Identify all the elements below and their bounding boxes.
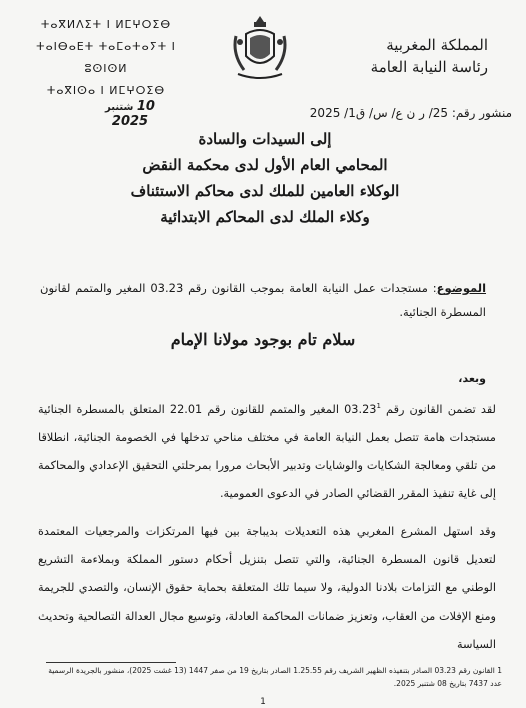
addressees-block [10,126,520,230]
footnote-marker: 1 [376,402,381,410]
tifinagh-line-1: ⵜⴰⴳⵍⴷⵉⵜ ⵏ ⵍⵎⵖⵔⵉⴱ [40,18,172,31]
paragraph-1 [38,392,496,509]
footnote: 1 القانون رقم 03.23 الصادر بتنفيذه الظهير الشريف رقم 1.25.55 الصادر بتاريخ 19 من صفر 1447 (13 غشت 2025)، منشور بالجريدة الرسمية عدد 7437 بتاريخ 08 شتنبر 2025. [48,666,502,688]
subject-text: : مستجدات عمل النيابة العامة بموجب القانون رقم 03.23 المغير والمتمم لقانون المسطرة الجنائية. [40,281,486,319]
tifinagh-header [36,14,176,102]
paragraph-1-rest: المغير والمتمم للقانون رقم 22.01 المتعلق بالمسطرة الجنائية مستجدات هامة تتصل بعمل النيابة العامة في مختلف مناحي تدخلها في الخصومة الجنائية، انطلاقا من تلقي ومعالجة الشكايات والوشايات وتدبير الأبحاث مرورا بمرحلتي التحقيق الإعدادي والمحاكمة إلى غاية تنفيذ المقرر القضائي الصادر في الدعوى العمومية. [38,402,496,501]
date-month: شتنبر [105,102,134,113]
addressee-line: وكلاء الملك لدى المحاكم الابتدائية [160,208,370,226]
subject-line [40,276,486,324]
circular-reference: منشور رقم: 25/ ر ن ع/ س/ ق1/ 2025 [309,106,512,120]
addressee-line: الوكلاء العامين للملك لدى محاكم الاستئناف [130,182,400,200]
footnote-divider [46,662,176,663]
page-number: 1 [260,697,266,707]
paragraph-2: وقد استهل المشرع المغربي هذه التعديلات بديباجة بين فيها المرتكزات والمرجعيات المعتمدة لتعديل قانون المسطرة الجنائية، والتي تتصل بتنزيل أحكام دستور المملكة وبملاءمة التشريع الوطني مع التزامات بلادنا الدولية، ولا سيما تلك المتعلقة بحماية حقوق الإنسان، والتصدي للجريمة ومنع الإفلات من العقاب، وتعزيز ضمانات المحاكمة العادلة، وتوسيع مجال العدالة التصالحية وتحديث السياسة [38,525,496,651]
presidency-name: رئاسة النيابة العامة [370,58,488,76]
opening-word: وبعد، [458,372,486,385]
addressee-line: إلى السيدات والسادة [198,130,332,148]
tifinagh-line-2: ⵜⴰⵏⴱⴰⴹⵜ ⵜⴰⵎⴰⵜⴰⵢⵜ ⵏ ⵓⵙⵏⵙⵍ [36,40,176,75]
addressee-line: المحامي العام الأول لدى محكمة النقض [142,156,388,174]
date-day: 10 [136,99,155,114]
coat-of-arms-emblem [228,12,292,84]
issue-date [90,99,170,129]
kingdom-name: المملكة المغربية [386,36,488,54]
paragraph-1-start: لقد تضمن القانون رقم 03.23 [344,402,496,416]
date-year: 2025 [111,114,149,129]
greeting: سلام تام بوجود مولانا الإمام [170,330,356,349]
subject-label: الموضوع [436,281,487,295]
tifinagh-line-3: ⵜⴰⴳⵏⵙⴰ ⵏ ⵍⵎⵖⵔⵉⴱ [46,84,166,97]
issuer-header [371,34,488,78]
